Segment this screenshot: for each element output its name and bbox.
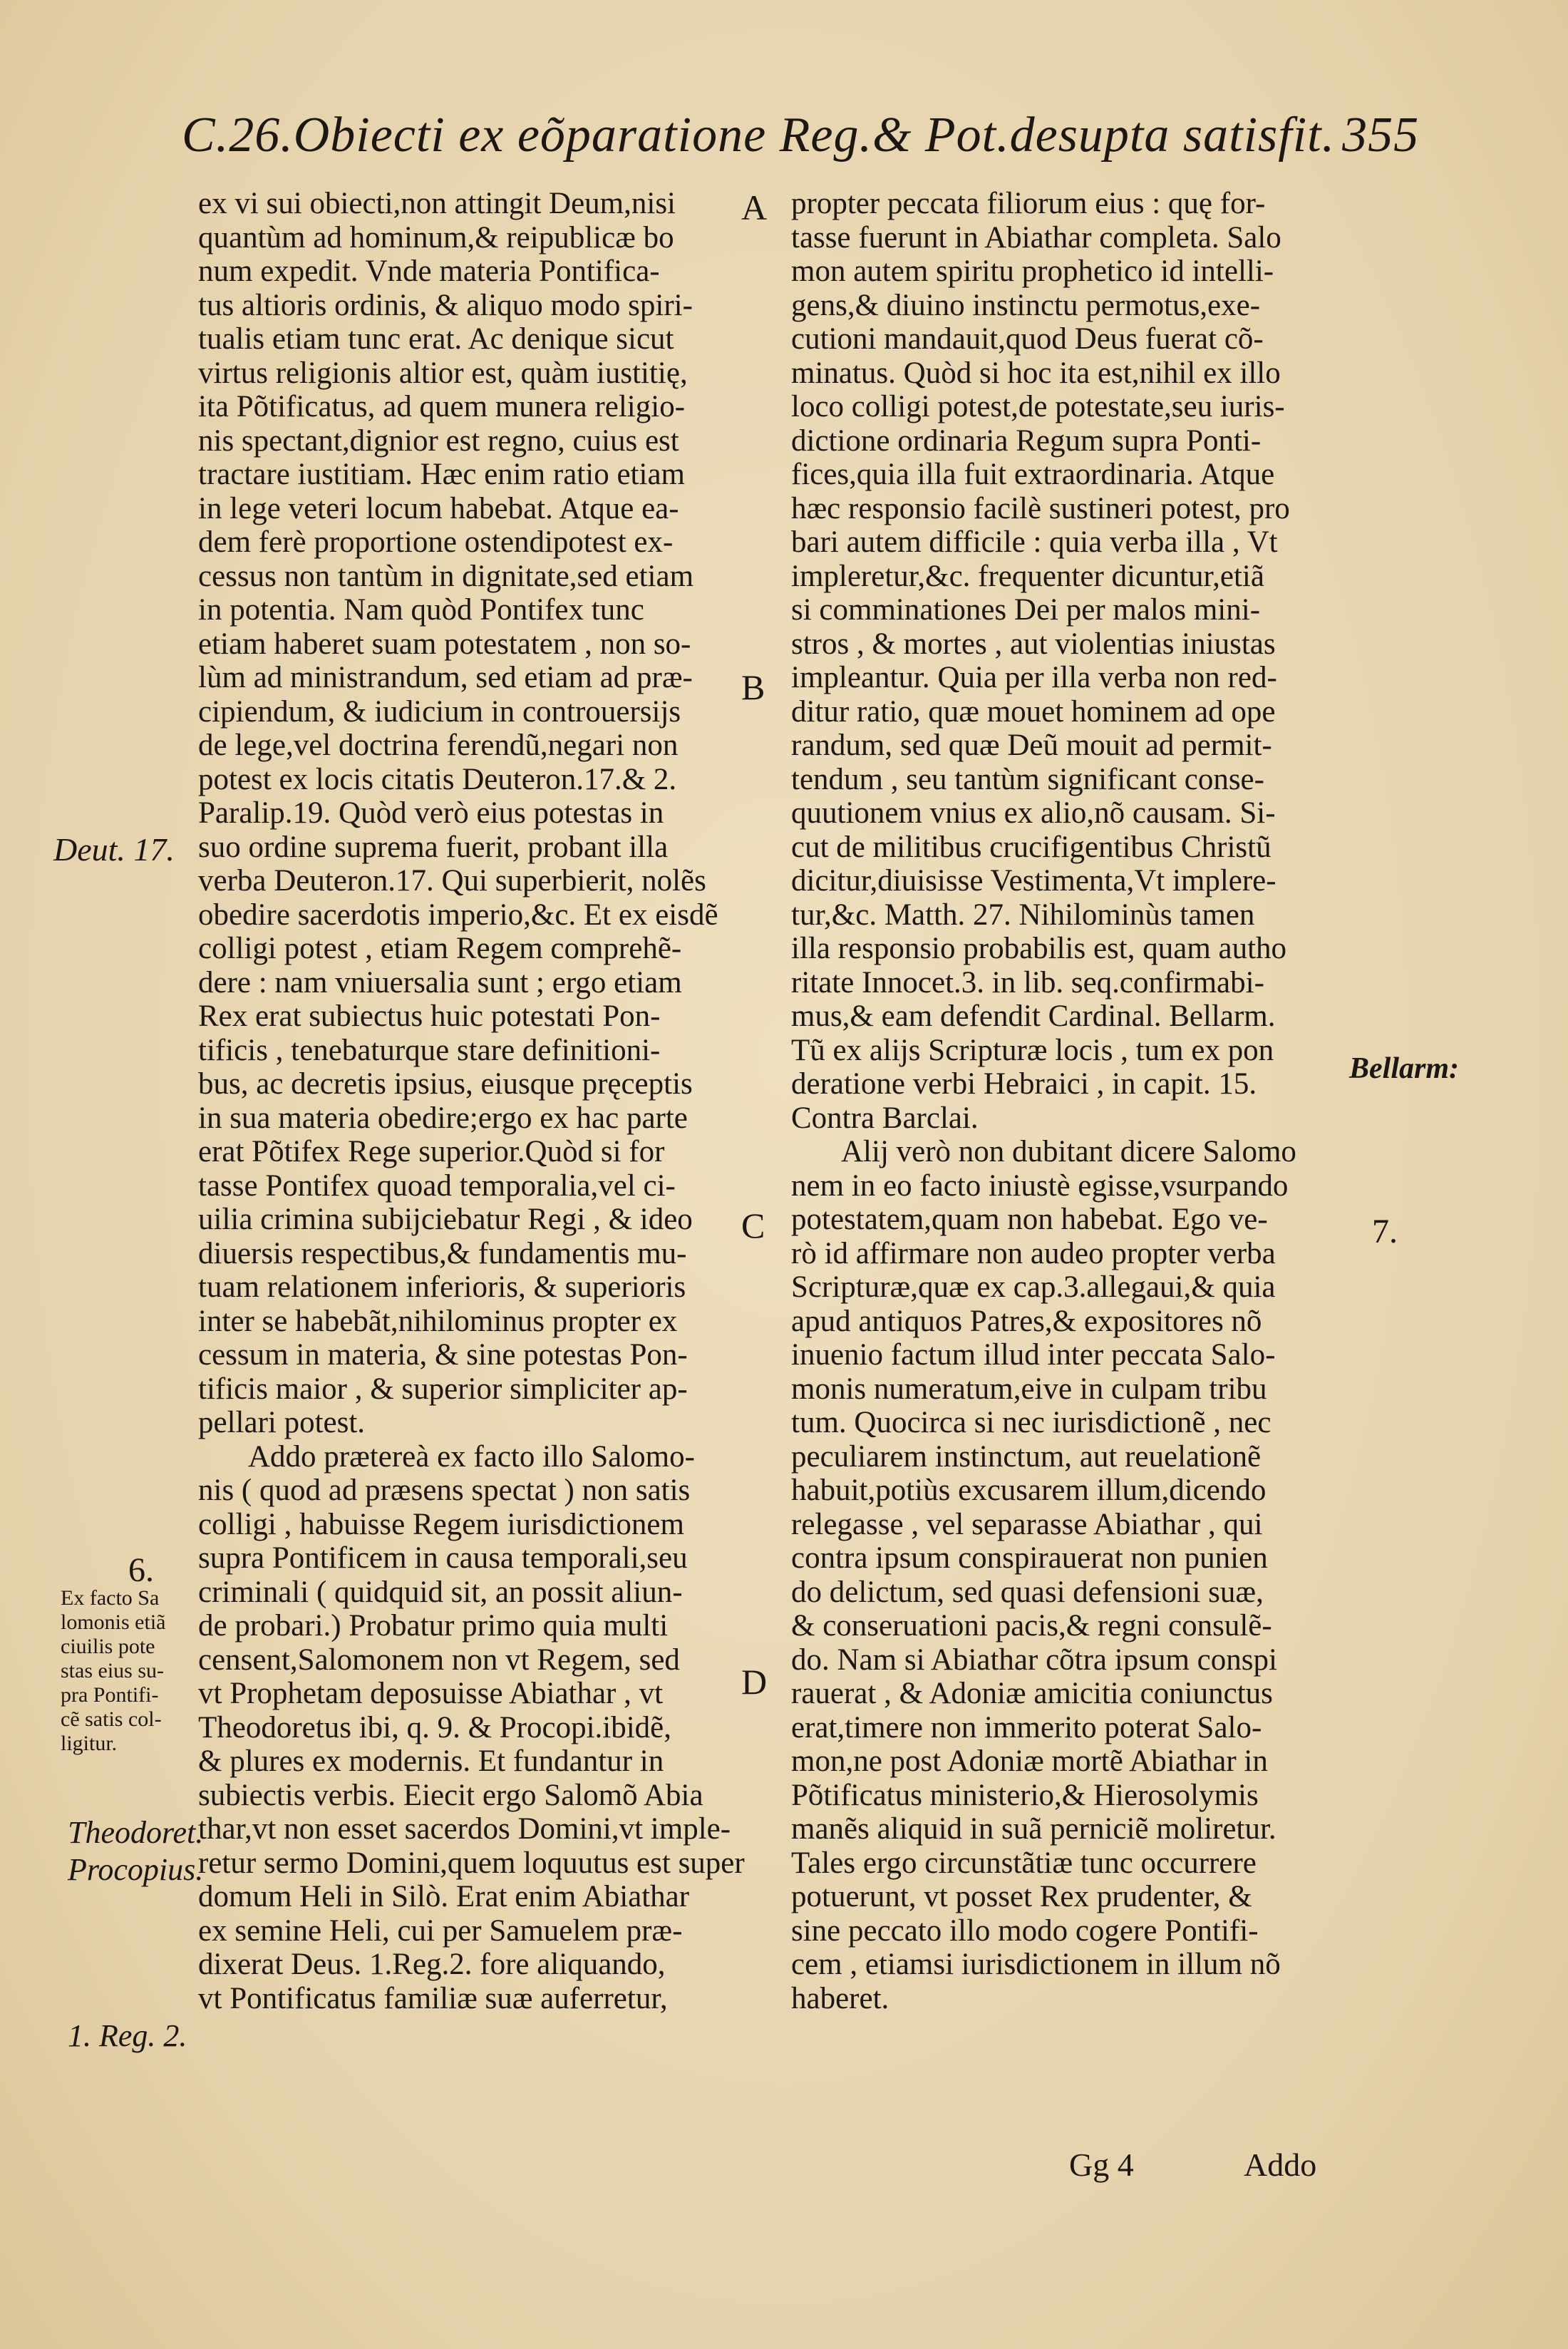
text-line: Paralip.19. Quòd verò eius potestas in bbox=[198, 796, 664, 830]
text-line: num expedit. Vnde materia Pontifica- bbox=[198, 255, 660, 288]
text-line: tur,&c. Matth. 27. Nihilominùs tamen bbox=[791, 898, 1255, 932]
text-line: inuenio factum illud inter peccata Salo- bbox=[791, 1338, 1276, 1372]
text-line: deratione verbi Hebraici , in capit. 15. bbox=[791, 1067, 1257, 1101]
text-line: hæc responsio facilè sustineri potest, pro bbox=[791, 491, 1290, 525]
text-line: potuerunt, vt posset Rex prudenter, & bbox=[791, 1880, 1252, 1913]
text-line: gens,& diuino instinctu permotus,exe- bbox=[791, 288, 1261, 322]
text-line: criminali ( quidquid sit, an possit aliun- bbox=[198, 1575, 683, 1609]
text-line: haberet. bbox=[791, 1981, 889, 2015]
text-line: ex semine Heli, cui per Samuelem præ- bbox=[198, 1913, 683, 1948]
text-line: mon,ne post Adoniæ mortẽ Abiathar in bbox=[791, 1744, 1268, 1778]
text-line: virtus religionis altior est, quàm iustitię, bbox=[198, 356, 688, 390]
text-line: & conseruationi pacis,& regni consulẽ- bbox=[791, 1609, 1272, 1643]
text-line: tasse fuerunt in Abiathar completa. Salo bbox=[791, 220, 1281, 255]
text-line: Scripturæ,quæ ex cap.3.allegaui,& quia bbox=[791, 1270, 1276, 1304]
text-line: rauerat , & Adoniæ amicitia coniunctus bbox=[791, 1677, 1273, 1710]
text-line: vt Prophetam deposuisse Abiathar , vt bbox=[198, 1677, 664, 1710]
side-note-line: lomonis etiã bbox=[61, 1610, 166, 1634]
text-line: impleretur,&c. frequenter dicuntur,etiã bbox=[791, 559, 1264, 593]
text-line: colligi , habuisse Regem iurisdictionem bbox=[198, 1507, 684, 1541]
text-line: tus altioris ordinis, & aliquo modo spiri- bbox=[198, 288, 693, 322]
text-line: dictione ordinaria Regum supra Ponti- bbox=[791, 423, 1262, 458]
section-letter-a: A bbox=[741, 187, 768, 227]
text-line: impleantur. Quia per illa verba non red- bbox=[791, 661, 1277, 694]
left-column bbox=[198, 187, 745, 2015]
text-line: dere : nam vniuersalia sunt ; ergo etiam bbox=[198, 965, 682, 999]
text-line: rò id affirmare non audeo propter verba bbox=[791, 1236, 1276, 1270]
section-number-7: 7. bbox=[1372, 1213, 1398, 1250]
text-line: uilia crimina subijciebatur Regi , & ideo bbox=[198, 1203, 693, 1236]
text-line: loco colligi potest,de potestate,seu iuris- bbox=[791, 390, 1285, 423]
text-line: do. Nam si Abiathar cõtra ipsum conspi bbox=[791, 1643, 1277, 1677]
text-line: potest ex locis citatis Deuteron.17.& 2. bbox=[198, 762, 677, 796]
text-line: verba Deuteron.17. Qui superbierit, nolẽs bbox=[198, 864, 706, 898]
side-note bbox=[61, 1586, 196, 1756]
page-number: 355 bbox=[1342, 108, 1420, 163]
text-line: & plures ex modernis. Et fundantur in bbox=[198, 1744, 664, 1778]
text-line: tificis , tenebaturque stare definitioni- bbox=[198, 1033, 661, 1067]
text-line: bus, ac decretis ipsius, eiusque pręceptis bbox=[198, 1067, 693, 1101]
text-line: contra ipsum conspirauerat non punien bbox=[791, 1541, 1268, 1575]
text-line: cem , etiamsi iurisdictionem in illum nõ bbox=[791, 1948, 1281, 1981]
text-line: tendum , seu tantùm significant conse- bbox=[791, 762, 1264, 796]
margin-note-bellarm: Bellarm: bbox=[1349, 1052, 1459, 1085]
text-line: colligi potest , etiam Regem comprehẽ- bbox=[198, 932, 682, 965]
text-line: stros , & mortes , aut violentias iniustas bbox=[791, 627, 1276, 661]
text-line: quantùm ad hominum,& reipublicæ bo bbox=[198, 220, 674, 255]
text-line: obedire sacerdotis imperio,&c. Et ex eisdẽ bbox=[198, 898, 718, 932]
text-line: cut de militibus crucifigentibus Christũ bbox=[791, 830, 1272, 864]
text-line: potestatem,quam non habebat. Ego ve- bbox=[791, 1203, 1268, 1236]
text-line: vt Pontificatus familiæ suæ auferretur, bbox=[198, 1981, 668, 2015]
text-line: nis ( quod ad præsens spectat ) non satis bbox=[198, 1474, 691, 1507]
text-line: erat,timere non immerito poterat Salo- bbox=[791, 1710, 1262, 1744]
text-line: subiectis verbis. Eiecit ergo Salomõ Abia bbox=[198, 1778, 703, 1812]
text-line: tualis etiam tunc erat. Ac denique sicut bbox=[198, 322, 674, 356]
section-letter-c: C bbox=[741, 1206, 765, 1245]
text-line: ditur ratio, quæ mouet hominem ad ope bbox=[791, 694, 1276, 729]
text-line: dem ferè proportione ostendipotest ex- bbox=[198, 525, 674, 559]
text-line: ita Põtificatus, ad quem munera religio- bbox=[198, 390, 686, 423]
header-title: C.26.Obiecti ex eõparatione Reg.& Pot.desupta satisfit. bbox=[182, 108, 1336, 163]
text-line: thar,vt non esset sacerdos Domini,vt imple- bbox=[198, 1812, 731, 1846]
text-line: quutionem vnius ex alio,nõ causam. Si- bbox=[791, 796, 1276, 830]
text-line: Tũ ex alijs Scripturæ locis , tum ex pon bbox=[791, 1033, 1274, 1067]
text-line: habuit,potiùs excusarem illum,dicendo bbox=[791, 1474, 1267, 1507]
text-line: de lege,vel doctrina ferendũ,negari non bbox=[198, 729, 679, 762]
text-line: randum, sed quæ Deũ mouit ad permit- bbox=[791, 729, 1272, 762]
text-line: in potentia. Nam quòd Pontifex tunc bbox=[198, 593, 644, 627]
margin-note-reg: 1. Reg. 2. bbox=[68, 2018, 187, 2053]
text-line: in lege veteri locum habebat. Atque ea- bbox=[198, 491, 679, 525]
text-line: Alij verò non dubitant dicere Salomo bbox=[841, 1135, 1296, 1168]
text-line: lùm ad ministrandum, sed etiam ad præ- bbox=[198, 661, 693, 694]
text-line: fices,quia illa fuit extraordinaria. Atque bbox=[791, 458, 1275, 491]
text-line: diuersis respectibus,& fundamentis mu- bbox=[198, 1236, 687, 1270]
text-line: do delictum, sed quasi defensioni suæ, bbox=[791, 1575, 1264, 1609]
section-number-6: 6. bbox=[128, 1551, 154, 1589]
text-line: Theodoretus ibi, q. 9. & Procopi.ibidẽ, bbox=[198, 1710, 672, 1744]
text-line: suo ordine suprema fuerit, probant illa bbox=[198, 830, 669, 864]
text-line: mon autem spiritu prophetico id intelli- bbox=[791, 255, 1274, 288]
section-letter-d: D bbox=[741, 1662, 768, 1702]
margin-note-theodoret: Theodoret. bbox=[68, 1815, 204, 1850]
text-line: cessum in materia, & sine potestas Pon- bbox=[198, 1338, 688, 1372]
text-line: propter peccata filiorum eius : quę for- bbox=[791, 187, 1266, 220]
text-line: Tales ergo circunstãtiæ tunc occurrere bbox=[791, 1846, 1257, 1880]
right-column bbox=[791, 187, 1340, 2015]
text-line: cutioni mandauit,quod Deus fuerat cõ- bbox=[791, 322, 1264, 356]
text-line: supra Pontificem in causa temporali,seu bbox=[198, 1541, 688, 1575]
text-line: si comminationes Dei per malos mini- bbox=[791, 593, 1261, 627]
side-note-line: pra Pontifi- bbox=[61, 1683, 159, 1707]
text-line: erat Põtifex Rege superior.Quòd si for bbox=[198, 1135, 665, 1168]
text-line: tificis maior , & superior simpliciter ap- bbox=[198, 1372, 688, 1406]
side-note-line: stas eius su- bbox=[61, 1659, 164, 1682]
text-line: dixerat Deus. 1.Reg.2. fore aliquando, bbox=[198, 1948, 666, 1981]
text-line: censent,Salomonem non vt Regem, sed bbox=[198, 1643, 680, 1677]
text-line: dicitur,diuisisse Vestimenta,Vt implere- bbox=[791, 864, 1276, 898]
text-line: domum Heli in Silò. Erat enim Abiathar bbox=[198, 1880, 690, 1913]
text-line: Rex erat subiectus huic potestati Pon- bbox=[198, 999, 661, 1033]
text-line: manẽs aliquid in suã perniciẽ moliretur. bbox=[791, 1812, 1276, 1846]
text-line: tum. Quocirca si nec iurisdictionẽ , nec bbox=[791, 1406, 1272, 1439]
text-line: Põtificatus ministerio,& Hierosolymis bbox=[791, 1778, 1259, 1812]
text-line: monis numeratum,eive in culpam tribu bbox=[791, 1372, 1267, 1406]
text-line: apud antiquos Patres,& expositores nõ bbox=[791, 1304, 1262, 1338]
side-note-line: cẽ satis col- bbox=[61, 1707, 162, 1731]
margin-note-deut: Deut. 17. bbox=[53, 831, 175, 868]
side-note-line: Ex facto Sa bbox=[61, 1586, 160, 1610]
text-line: illa responsio probabilis est, quam autho bbox=[791, 932, 1287, 965]
text-line: peculiarem instinctum, aut reuelationẽ bbox=[791, 1439, 1262, 1474]
text-line: ex vi sui obiecti,non attingit Deum,nisi bbox=[198, 187, 676, 220]
section-letter-b: B bbox=[741, 667, 765, 707]
text-line: nis spectant,dignior est regno, cuius est bbox=[198, 423, 679, 458]
text-line: cipiendum, & iudicium in controuersijs bbox=[198, 694, 681, 729]
text-line: retur sermo Domini,quem loquutus est super bbox=[198, 1846, 745, 1880]
side-note-line: ciuilis pote bbox=[61, 1635, 155, 1658]
text-line: tuam relationem inferioris, & superioris bbox=[198, 1270, 686, 1304]
text-line: Addo prætereà ex facto illo Salomo- bbox=[248, 1439, 695, 1474]
text-line: pellari potest. bbox=[198, 1406, 366, 1439]
text-line: mus,& eam defendit Cardinal. Bellarm. bbox=[791, 999, 1276, 1033]
text-line: etiam haberet suam potestatem , non so- bbox=[198, 627, 691, 661]
text-line: de probari.) Probatur primo quia multi bbox=[198, 1609, 669, 1643]
text-line: sine peccato illo modo cogere Pontifi- bbox=[791, 1913, 1259, 1948]
text-line: in sua materia obedire;ergo ex hac parte bbox=[198, 1101, 688, 1135]
text-line: tractare iustitiam. Hæc enim ratio etiam bbox=[198, 458, 685, 491]
running-header bbox=[182, 107, 1420, 164]
text-line: cessus non tantùm in dignitate,sed etiam bbox=[198, 559, 694, 593]
signature-mark: Gg 4 bbox=[1069, 2147, 1134, 2183]
text-line: ritate Innocet.3. in lib. seq.confirmabi- bbox=[791, 965, 1264, 999]
catchword: Addo bbox=[1244, 2147, 1317, 2183]
text-line: relegasse , vel separasse Abiathar , qui bbox=[791, 1507, 1263, 1541]
text-line: nem in eo facto iniustè egisse,vsurpando bbox=[791, 1168, 1289, 1203]
text-line: Contra Barclai. bbox=[791, 1101, 979, 1135]
text-line: bari autem difficile : quia verba illa , Vt bbox=[791, 525, 1278, 559]
text-line: tasse Pontifex quoad temporalia,vel ci- bbox=[198, 1168, 676, 1203]
side-note-line: ligitur. bbox=[61, 1732, 118, 1755]
text-line: minatus. Quòd si hoc ita est,nihil ex illo bbox=[791, 356, 1281, 390]
margin-note-procopius: Procopius. bbox=[68, 1852, 204, 1887]
text-line: inter se habebãt,nihilominus propter ex bbox=[198, 1304, 678, 1338]
